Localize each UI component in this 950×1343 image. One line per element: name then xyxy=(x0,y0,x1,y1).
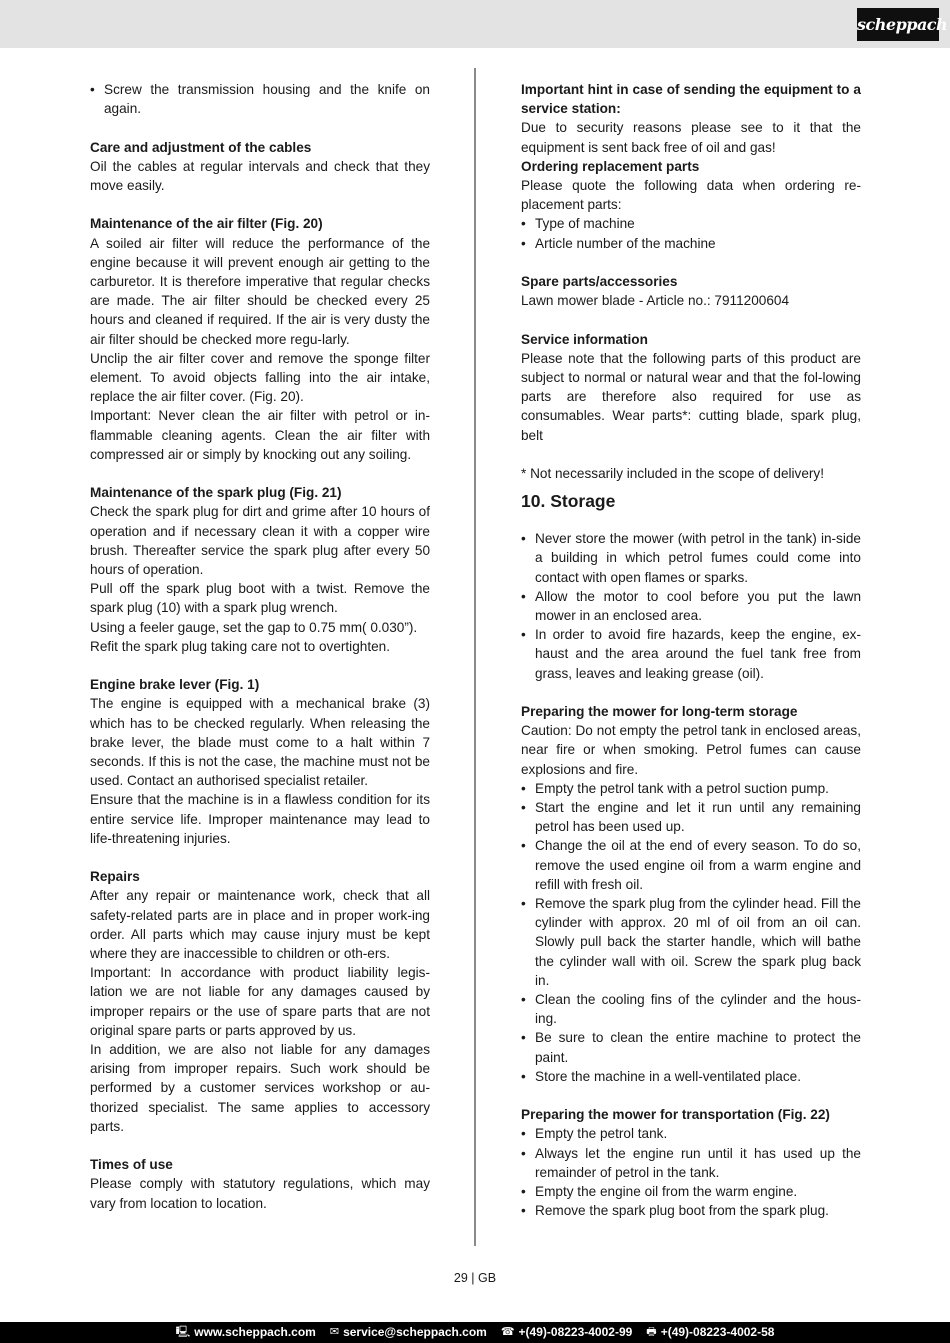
spare-parts-text: Lawn mower blade - Article no.: 7911200604 xyxy=(521,293,790,309)
transport-heading: Preparing the mower for transportation (Fig. 22) xyxy=(521,1107,830,1123)
repairs-paragraph: Important: In accordance with product liability legis-lation we are not liable for any damages caused by improper repairs or the use of spare parts that are not original spare parts or parts approved by us. xyxy=(90,965,430,1038)
left-column xyxy=(90,80,430,1213)
spark-plug-paragraph: Check the spark plug for dirt and grime after 10 hours of operation and if necessary clean it with a copper wire brush. Thereafter service the spark plug after every 50 hours of operation. xyxy=(90,504,430,578)
brake-paragraph: The engine is equipped with a mechanical brake (3) which has to be checked regularly. When releasing the brake lever, the blade must come to a halt within 7 seconds. If this is not the case, the machine must not be used. Contact an authorised specialist retailer. xyxy=(90,696,430,789)
website-link[interactable]: www.scheppach.com xyxy=(194,1325,316,1339)
list-item: • Empty the petrol tank. xyxy=(521,1124,861,1143)
cables-heading: Care and adjustment of the cables xyxy=(90,139,312,155)
list-item: • Be sure to clean the entire machine to protect the paint. xyxy=(521,1028,861,1066)
repairs-heading: Repairs xyxy=(90,869,140,885)
spark-plug-heading: Maintenance of the spark plug (Fig. 21) xyxy=(90,485,342,501)
air-filter-paragraph: Unclip the air filter cover and remove the sponge filter element. To avoid objects falling into the air intake, replace the air filter cover. (Fig. 20). xyxy=(90,350,430,405)
list-item: • Always let the engine run until it has used up the remainder of petrol in the tank. xyxy=(521,1144,861,1182)
list-item: • In order to avoid fire hazards, keep the engine, ex-haust and the area around the fuel tank free from grass, leaves and leaking grease (oil). xyxy=(521,625,861,683)
storage-section-title: 10. Storage xyxy=(521,491,616,512)
transport-list xyxy=(521,1124,861,1220)
list-item: • Change the oil at the end of every season. To do so, remove the used engine oil from a warm engine and refill with fresh oil. xyxy=(521,836,861,894)
list-item: • Article number of the machine xyxy=(521,234,861,253)
air-filter-paragraph: Important: Never clean the air filter with petrol or in-flammable cleaning agents. Clean the air filter with compressed air or simply by knocking out any soiling. xyxy=(90,408,430,462)
list-item: • Empty the engine oil from the warm engine. xyxy=(521,1182,861,1201)
footer-website[interactable] xyxy=(176,1322,316,1343)
list-item: • Screw the transmission housing and the knife on again. xyxy=(90,80,430,118)
header-band xyxy=(0,0,950,48)
ordering-text: Please quote the following data when ordering re-placement parts: xyxy=(521,178,861,213)
long-term-text: Caution: Do not empty the petrol tank in enclosed areas, near fire or when smoking. Petrol fumes can cause explosions and fire. xyxy=(521,723,861,777)
ordering-heading: Ordering replacement parts xyxy=(521,158,700,174)
delivery-note: * Not necessarily included in the scope of delivery! xyxy=(521,466,824,482)
times-text: Please comply with statutory regulations, which may vary from location to location. xyxy=(90,1176,430,1211)
footer-phone xyxy=(501,1322,632,1343)
footer-email[interactable] xyxy=(330,1322,487,1343)
service-hint-heading: Important hint in case of sending the equipment to a service station: xyxy=(521,82,861,117)
long-term-heading: Preparing the mower for long-term storage xyxy=(521,704,798,720)
repairs-paragraph: After any repair or maintenance work, check that all safety-related parts are in place and in proper work-ing order. All parts which may cause injury must be kept where they are inaccessible to children or oth-ers. xyxy=(90,888,430,962)
list-item: • Type of machine xyxy=(521,214,861,233)
footer-bar xyxy=(0,1322,950,1343)
email-icon: ✉ xyxy=(329,1326,340,1338)
fax-number: +(49)-08223-4002-58 xyxy=(660,1325,775,1339)
list-item: • Never store the mower (with petrol in the tank) in-side a building in which petrol fumes could come into contact with open flames or sparks. xyxy=(521,529,861,587)
brake-heading: Engine brake lever (Fig. 1) xyxy=(90,677,260,693)
service-hint-text: Due to security reasons please see to it that the equipment is sent back free of oil and gas! xyxy=(521,120,861,155)
long-term-list xyxy=(521,779,861,1086)
column-divider xyxy=(474,68,476,1246)
air-filter-paragraph: A soiled air filter will reduce the performance of the engine because it will prevent enough air getting to the carburetor. It is therefore imperative that regular checks are made. The air filter should be checked every 25 hours and cleaned if required. If the air is very dusty the air filter should be checked more regu-larly. xyxy=(90,235,430,347)
intro-bullet-list xyxy=(90,80,430,118)
list-item: • Empty the petrol tank with a petrol suction pump. xyxy=(521,779,861,798)
email-link[interactable]: service@scheppach.com xyxy=(343,1325,487,1339)
list-item: • Remove the spark plug from the cylinder head. Fill the cylinder with approx. 20 ml of oil from an oil can. Slowly pull back the starter handle, which will bathe the cylinder wall with oil. Screw the spark plug back in. xyxy=(521,894,861,990)
brake-paragraph: Ensure that the machine is in a flawless condition for its entire service life. Improper maintenance may lead to life-threatening injuries. xyxy=(90,792,430,846)
computer-icon: 🖳 xyxy=(175,1326,191,1338)
fax-icon: 🖶 xyxy=(646,1326,657,1338)
spare-parts-heading: Spare parts/accessories xyxy=(521,274,678,290)
service-info-text: Please note that the following parts of this product are subject to normal or natural wear and that the fol-lowing parts are therefore also required for use as consumables. Wear parts*: cutting blade, spark plug, belt xyxy=(521,350,861,443)
cables-text: Oil the cables at regular intervals and check that they move easily. xyxy=(90,158,430,193)
list-item: • Remove the spark plug boot from the spark plug. xyxy=(521,1201,861,1220)
list-item: • Start the engine and let it run until any remaining petrol has been used up. xyxy=(521,798,861,836)
times-heading: Times of use xyxy=(90,1157,173,1173)
spark-plug-paragraph: Pull off the spark plug boot with a twist. Remove the spark plug (10) with a spark plug wrench. xyxy=(90,581,430,616)
repairs-paragraph: In addition, we are also not liable for any damages arising from improper repairs. Such work should be performed by a customer services workshop or au-thorized specialist. The same applies to accessory parts. xyxy=(90,1042,430,1134)
phone-number: +(49)-08223-4002-99 xyxy=(518,1325,633,1339)
phone-icon: ☎ xyxy=(500,1326,515,1338)
service-info-heading: Service information xyxy=(521,331,648,347)
list-item: • Store the machine in a well-ventilated place. xyxy=(521,1067,861,1086)
scheppach-logo: scheppach xyxy=(857,8,939,41)
spark-plug-paragraph: Refit the spark plug taking care not to overtighten. xyxy=(90,638,390,654)
air-filter-heading: Maintenance of the air filter (Fig. 20) xyxy=(90,216,323,232)
list-item: • Allow the motor to cool before you put the lawn mower in an enclosed area. xyxy=(521,587,861,625)
page-number: 29 | GB xyxy=(453,1271,497,1285)
spark-plug-paragraph: Using a feeler gauge, set the gap to 0.75 mm( 0.030”). xyxy=(90,619,418,635)
storage-list xyxy=(521,529,861,683)
right-column xyxy=(521,80,861,1221)
footer-fax xyxy=(646,1322,774,1343)
list-item: • Clean the cooling fins of the cylinder and the hous-ing. xyxy=(521,990,861,1028)
ordering-list xyxy=(521,214,861,252)
